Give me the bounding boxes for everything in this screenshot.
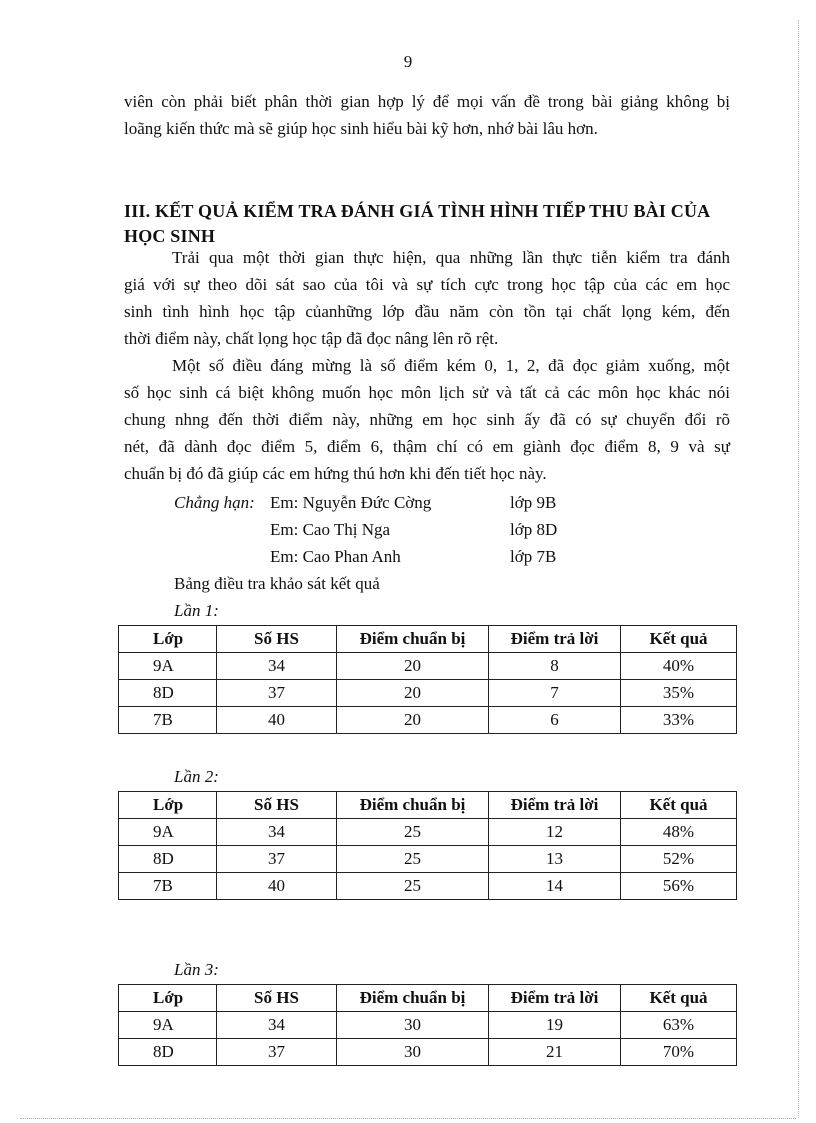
cell-student-count: 37	[217, 846, 337, 873]
cell-class: 9A	[119, 653, 217, 680]
example-label: Chẳng hạn:	[174, 493, 255, 512]
cell-result: 35%	[621, 680, 737, 707]
header-class: Lớp	[119, 792, 217, 819]
table-row	[119, 707, 737, 734]
cell-result: 33%	[621, 707, 737, 734]
survey-caption: Bảng điều tra khảo sát kết quả	[174, 574, 380, 593]
cell-answer-score: 19	[489, 1012, 621, 1039]
table-row	[119, 1012, 737, 1039]
header-prep-score: Điểm chuẩn bị	[337, 626, 489, 653]
table-row	[119, 819, 737, 846]
header-student-count: Số HS	[217, 626, 337, 653]
cell-prep-score: 20	[337, 653, 489, 680]
cell-student-count: 40	[217, 707, 337, 734]
round-2-table	[118, 791, 737, 900]
cell-answer-score: 8	[489, 653, 621, 680]
header-student-count: Số HS	[217, 985, 337, 1012]
header-answer-score: Điểm trả lời	[489, 792, 621, 819]
header-result: Kết quả	[621, 626, 737, 653]
paragraph2-line-2: số học sinh cá biệt không muốn học môn lịch sử và tất cả các môn học khác nói	[124, 383, 730, 402]
paragraph2-line-3: chung nhng đến thời điểm này, những em học sinh ấy đã có sự chuyển đổi rõ	[124, 410, 730, 429]
round-3-label: Lần 3:	[174, 960, 219, 979]
header-student-count: Số HS	[217, 792, 337, 819]
header-result: Kết quả	[621, 985, 737, 1012]
example-student-class: lớp 9B	[510, 493, 557, 512]
cell-result: 70%	[621, 1039, 737, 1066]
cell-prep-score: 25	[337, 846, 489, 873]
cell-prep-score: 20	[337, 707, 489, 734]
header-prep-score: Điểm chuẩn bị	[337, 792, 489, 819]
example-row-3	[0, 544, 816, 570]
cell-class: 8D	[119, 1039, 217, 1066]
header-prep-score: Điểm chuẩn bị	[337, 985, 489, 1012]
round-3-table	[118, 984, 737, 1066]
page-bottom-border	[20, 1118, 796, 1119]
round-1-table	[118, 625, 737, 734]
cell-class: 9A	[119, 1012, 217, 1039]
cell-prep-score: 20	[337, 680, 489, 707]
cell-result: 40%	[621, 653, 737, 680]
cell-class: 7B	[119, 873, 217, 900]
cell-result: 48%	[621, 819, 737, 846]
header-class: Lớp	[119, 985, 217, 1012]
cell-student-count: 37	[217, 1039, 337, 1066]
paragraph2-line-1: Một số điều đáng mừng là số điểm kém 0, 1, 2, đã đọc giảm xuống, một	[172, 356, 730, 375]
cell-student-count: 34	[217, 819, 337, 846]
cell-answer-score: 21	[489, 1039, 621, 1066]
paragraph1-line-4: thời điểm này, chất lọng học tập đã đọc nâng lên rõ rệt.	[124, 329, 499, 348]
table-row	[119, 653, 737, 680]
cell-result: 52%	[621, 846, 737, 873]
table-row	[119, 1039, 737, 1066]
cell-prep-score: 25	[337, 819, 489, 846]
table-row	[119, 873, 737, 900]
cell-answer-score: 12	[489, 819, 621, 846]
round-2-label: Lần 2:	[174, 767, 219, 786]
table-header-row	[119, 792, 737, 819]
section-heading-line-1: III. KẾT QUẢ KIỂM TRA ĐÁNH GIÁ TÌNH HÌNH TIẾP THU BÀI CỦA	[124, 201, 711, 221]
cell-student-count: 34	[217, 1012, 337, 1039]
example-student-name: Em: Cao Phan Anh	[270, 547, 401, 566]
paragraph1-line-3: sinh tình hình học tập củanhững lớp đầu năm còn tồn tại chất lọng kém, đến	[124, 302, 730, 321]
example-row-1	[0, 490, 816, 516]
example-student-class: lớp 7B	[510, 547, 557, 566]
page-side-border	[798, 20, 799, 1118]
cell-student-count: 40	[217, 873, 337, 900]
cell-prep-score: 30	[337, 1039, 489, 1066]
section-heading-line-2: HỌC SINH	[124, 226, 216, 246]
cell-prep-score: 30	[337, 1012, 489, 1039]
cell-prep-score: 25	[337, 873, 489, 900]
cell-answer-score: 6	[489, 707, 621, 734]
table-row	[119, 680, 737, 707]
example-row-2	[0, 517, 816, 543]
table-header-row	[119, 985, 737, 1012]
paragraph2-line-5: chuẩn bị đó đã giúp các em hứng thú hơn khi đến tiết học này.	[124, 464, 547, 483]
header-answer-score: Điểm trả lời	[489, 626, 621, 653]
cell-answer-score: 13	[489, 846, 621, 873]
table-row	[119, 846, 737, 873]
page-number: 9	[403, 52, 413, 71]
header-result: Kết quả	[621, 792, 737, 819]
table-header-row	[119, 626, 737, 653]
example-student-name: Em: Cao Thị Nga	[270, 520, 391, 539]
intro-line-1: viên còn phải biết phân thời gian hợp lý để mọi vấn đề trong bài giảng không bị	[124, 92, 730, 111]
cell-class: 7B	[119, 707, 217, 734]
paragraph1-line-1: Trải qua một thời gian thực hiện, qua những lần thực tiễn kiểm tra đánh	[172, 248, 730, 267]
example-student-class: lớp 8D	[510, 520, 558, 539]
cell-answer-score: 7	[489, 680, 621, 707]
cell-class: 8D	[119, 846, 217, 873]
cell-student-count: 37	[217, 680, 337, 707]
paragraph1-line-2: giá với sự theo dõi sát sao của tôi và sự tích cực trong học tập của các em học	[124, 275, 730, 294]
paragraph2-line-4: nét, đã dành đọc điểm 5, điểm 6, thậm chí có em giành đọc điểm 8, 9 và sự	[124, 437, 730, 456]
cell-class: 8D	[119, 680, 217, 707]
intro-line-2: loãng kiến thức mà sẽ giúp học sinh hiểu bài kỹ hơn, nhớ bài lâu hơn.	[124, 119, 598, 138]
cell-student-count: 34	[217, 653, 337, 680]
round-1-label: Lần 1:	[174, 601, 219, 620]
cell-answer-score: 14	[489, 873, 621, 900]
cell-class: 9A	[119, 819, 217, 846]
cell-result: 63%	[621, 1012, 737, 1039]
example-student-name: Em: Nguyễn Đức Cờng	[270, 493, 432, 512]
cell-result: 56%	[621, 873, 737, 900]
header-answer-score: Điểm trả lời	[489, 985, 621, 1012]
header-class: Lớp	[119, 626, 217, 653]
